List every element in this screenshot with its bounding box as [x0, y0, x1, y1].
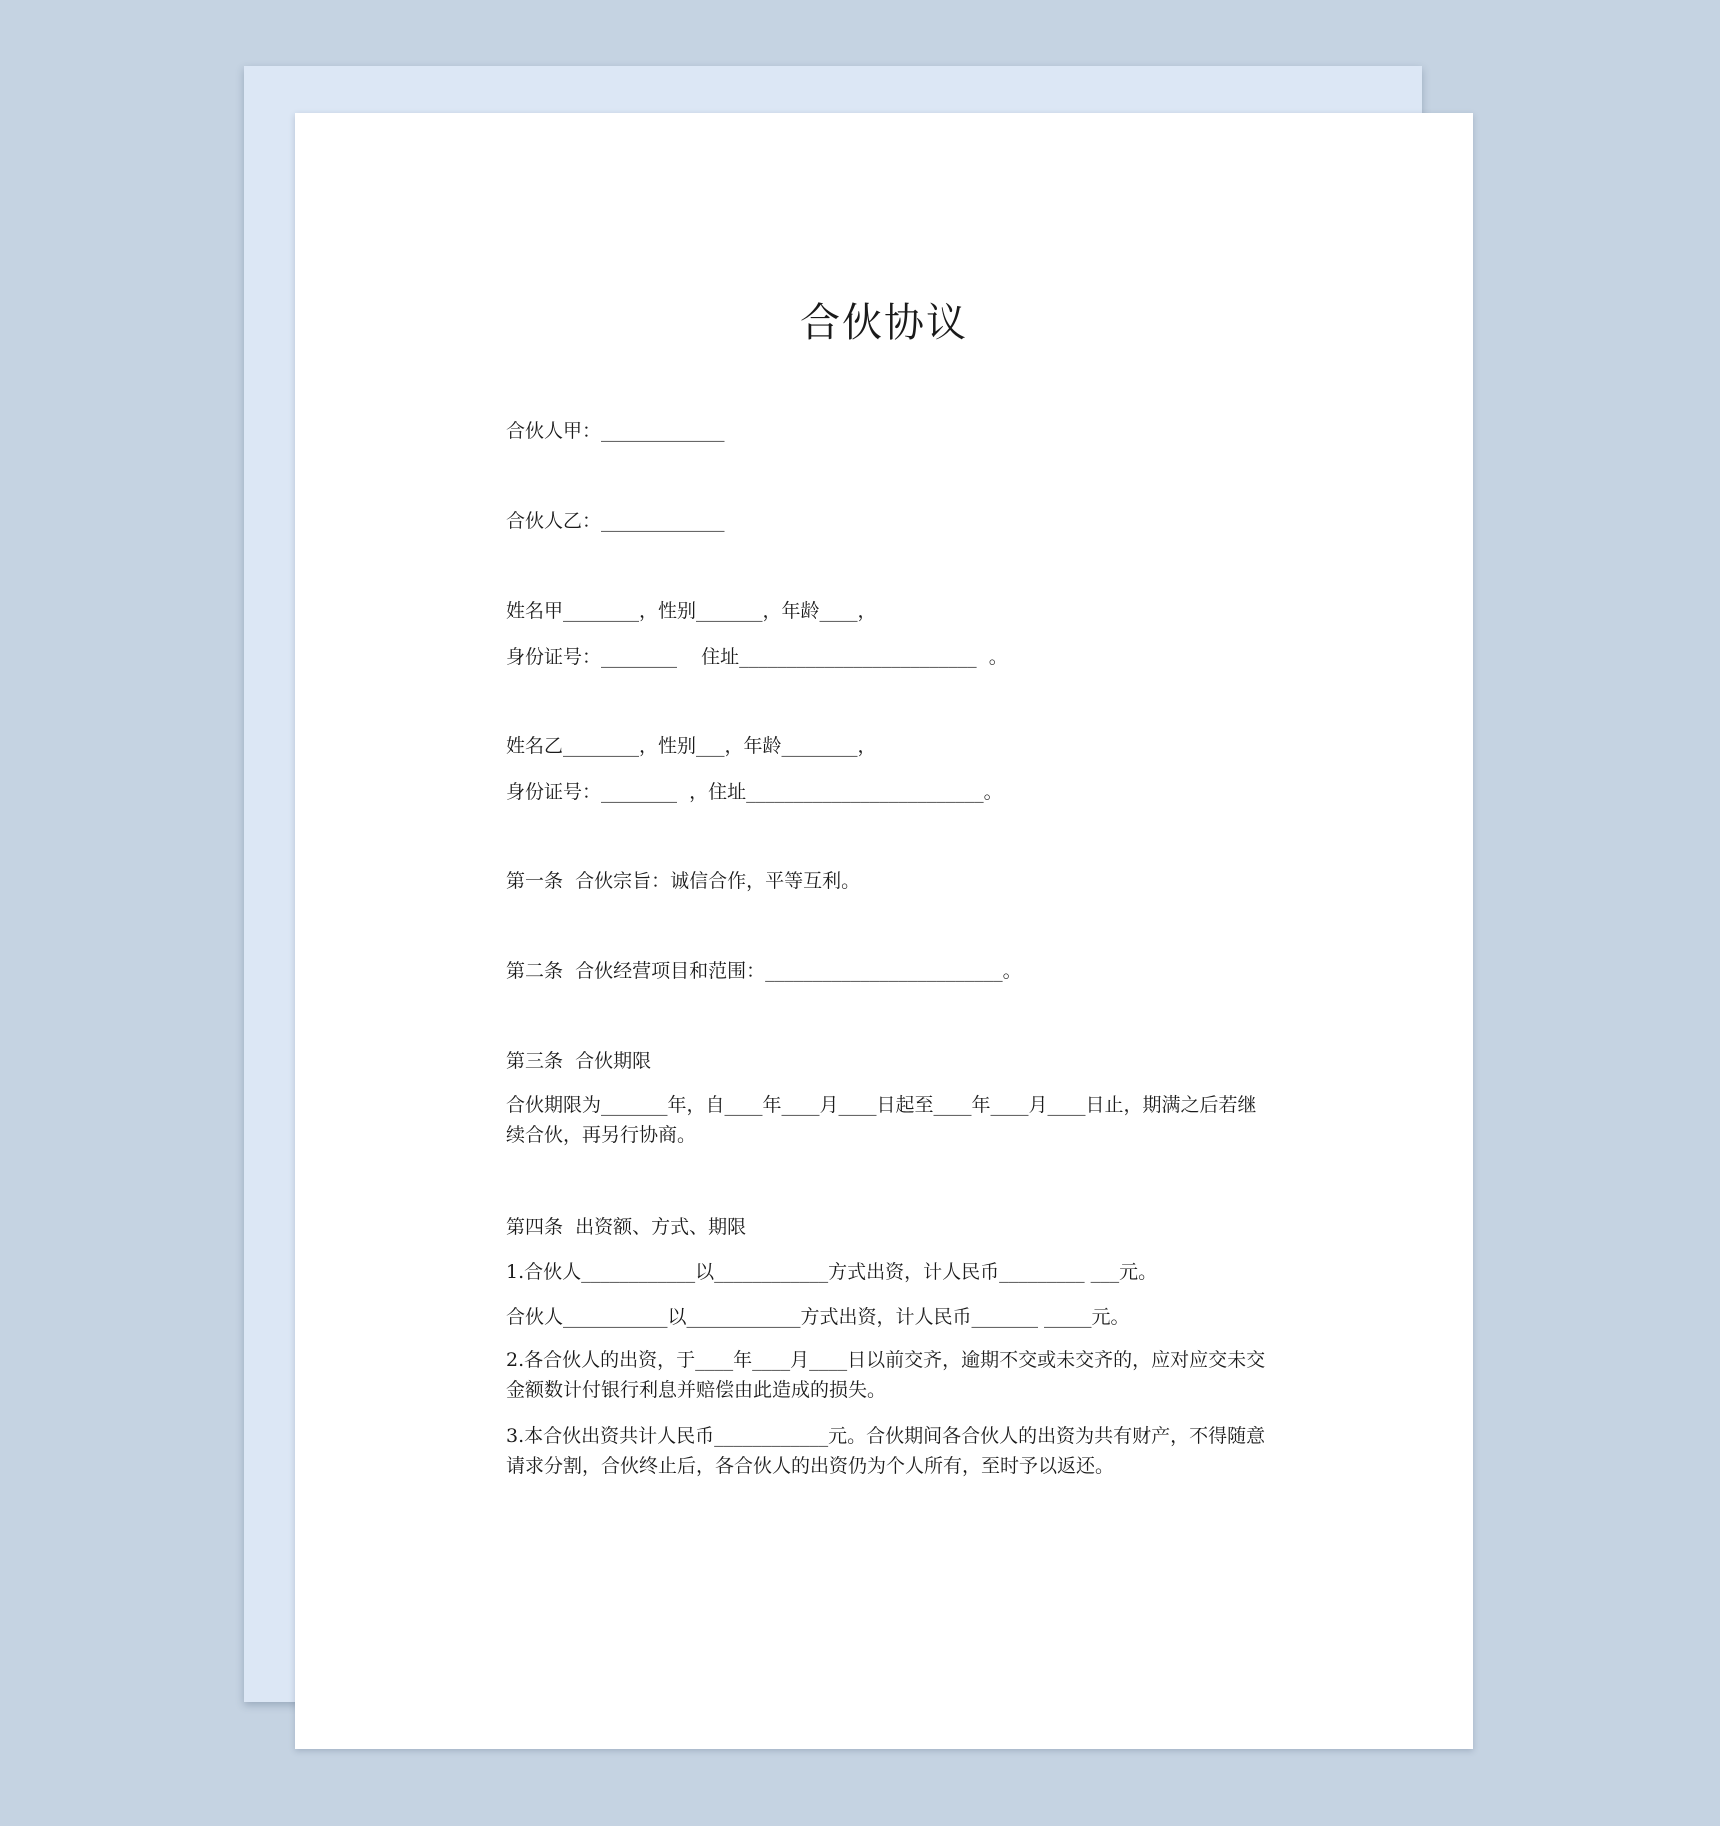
- partner-b-line: 合伙人乙：_____________: [506, 510, 725, 532]
- article-3-heading: 第三条 合伙期限: [506, 1050, 652, 1072]
- article-4-item-3: 3.本合伙出资共计人民币____________元。合伙期间各合伙人的出资为共有财产，不得随意请求分割，合伙终止后，各合伙人的出资仍为个人所有，至时予以返还。: [506, 1425, 1266, 1477]
- article-4-item-2: 2.各合伙人的出资，于____年____月____日以前交齐，逾期不交或未交齐的，应对应交未交金额数计付银行利息并赔偿由此造成的损失。: [506, 1349, 1266, 1401]
- name-a-line: 姓名甲________，性别_______，年龄____，: [506, 600, 877, 622]
- document-page: [295, 113, 1473, 1749]
- article-4-item-1: 1.合伙人____________以____________方式出资，计人民币_________ ___元。: [506, 1261, 1158, 1283]
- article-3-body: 合伙期限为_______年，自____年____月____日起至____年____月____日止，期满之后若继续合伙，再另行协商。: [506, 1094, 1257, 1146]
- article-4-item-1b: 合伙人___________以____________方式出资，计人民币_______ _____元。: [506, 1306, 1130, 1328]
- document-title: 合伙协议: [800, 300, 968, 346]
- partner-a-line: 合伙人甲：_____________: [506, 420, 725, 442]
- article-2: 第二条 合伙经营项目和范围：_________________________。: [506, 960, 1022, 982]
- article-4-heading: 第四条 出资额、方式、期限: [506, 1216, 747, 1238]
- id-a-line: 身份证号：________ 住址_________________________ 。: [506, 646, 1008, 668]
- article-1: 第一条 合伙宗旨：诚信合作，平等互利。: [506, 870, 861, 892]
- name-b-line: 姓名乙________，性别___，年龄________，: [506, 735, 877, 757]
- id-b-line: 身份证号：________ ，住址_________________________。: [506, 781, 1003, 803]
